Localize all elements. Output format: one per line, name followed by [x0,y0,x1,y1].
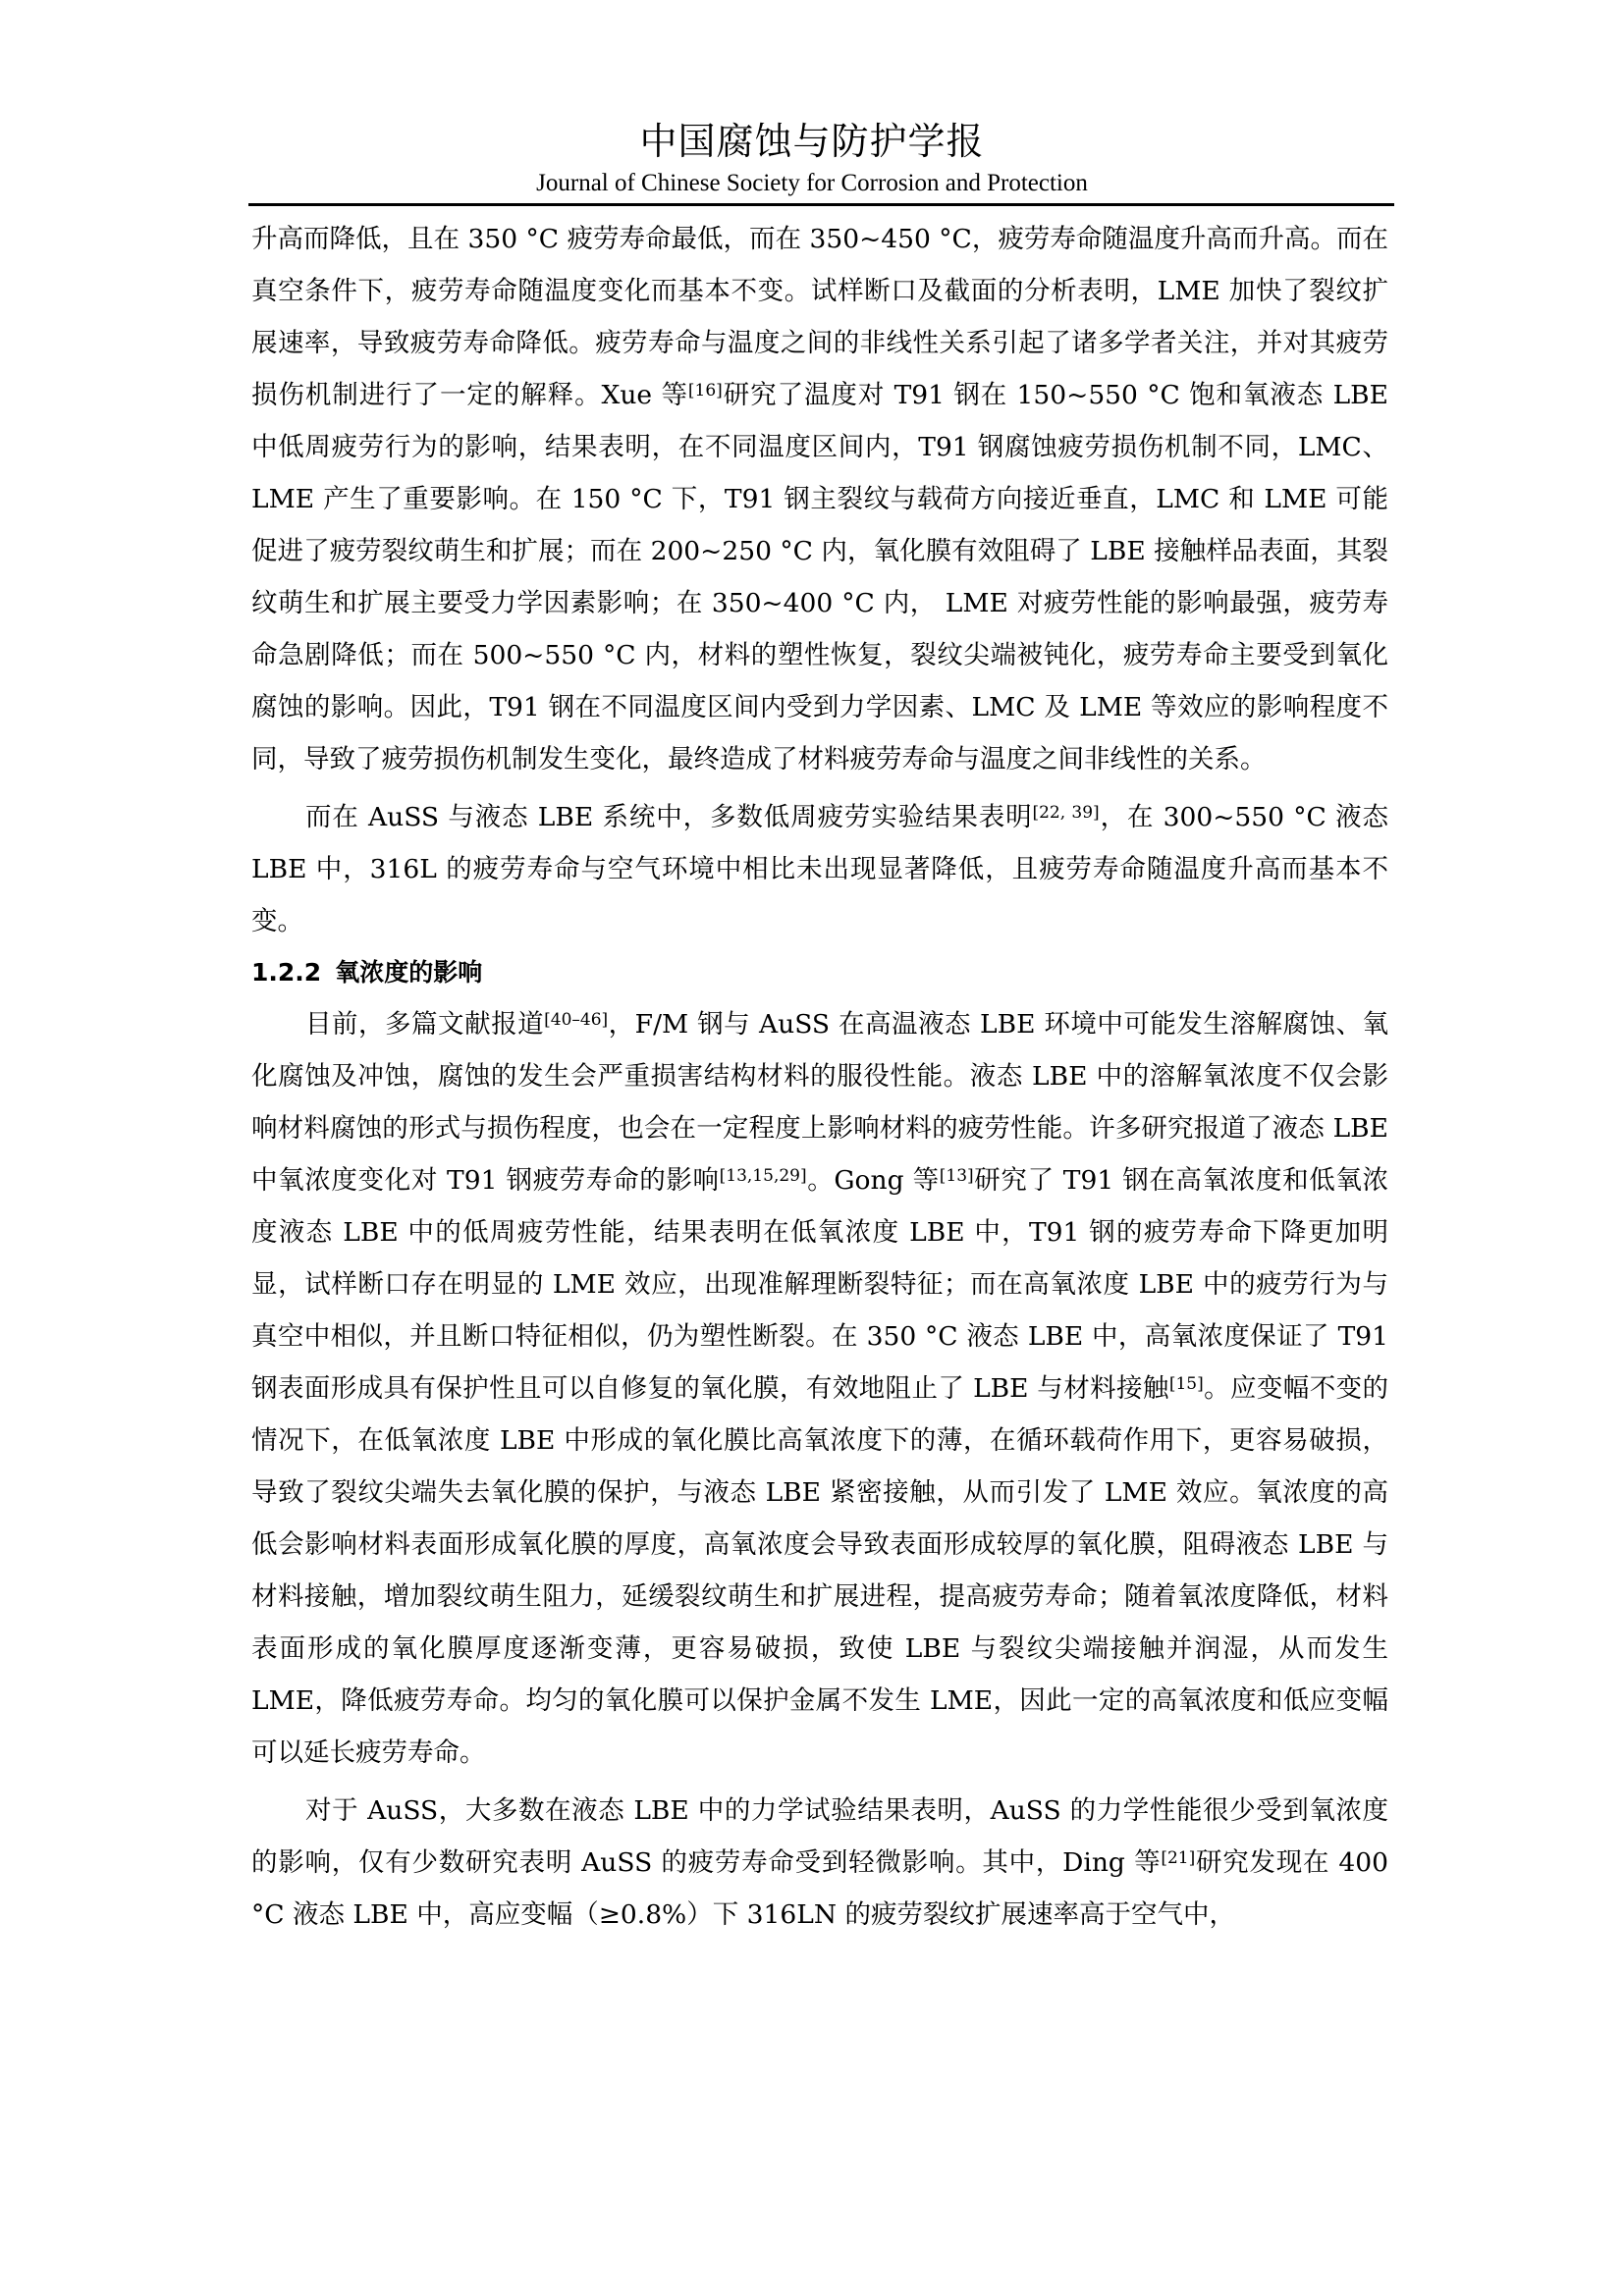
paragraph-3-text: 目前，多篇文献报道 [305,1009,545,1040]
paragraph-3-text-continued: 。Gong 等 [806,1165,940,1196]
paragraph-3-text-continued: 。应变幅不变的情况下，在低氧浓度 LBE 中形成的氧化膜比高氧浓度下的薄，在循环载荷作用下，更容易破损，导致了裂纹尖端失去氧化膜的保护，与液态 LBE 紧密接触，从而引发了 LME 效应。氧浓度的高低会影响材料表面形成氧化膜的厚度，高氧浓度会导致表面形成较厚的氧化膜，阻碍液态 LBE 与材料接触，增加裂纹萌生阻力，延缓裂纹萌生和扩展进程，提高疲劳寿命；随着氧浓度降低，材料表面形成的氧化膜厚度逐渐变薄，更容易破损，致使 LBE 与裂纹尖端接触并润湿，从而发生 LME，降低疲劳寿命。均匀的氧化膜可以保护金属不发生 LME，因此一定的高氧浓度和低应变幅可以延长疲劳寿命。 [251,1373,1389,1768]
page-header [0,116,1624,200]
citation: [40–46] [544,1010,609,1031]
paragraph-1-text: 升高而降低，且在 350 °C 疲劳寿命最低，而在 350~450 °C，疲劳寿命随温度升高而升高。而在真空条件下，疲劳寿命随温度变化而基本不变。试样断口及截面的分析表明，LME 加快了裂纹扩展速率，导致疲劳寿命降低。疲劳寿命与温度之间的非线性关系引起了诸多学者关注，并对其疲劳损伤机制进行了一定的解释。Xue 等 [251,224,1388,410]
paragraph-4-text: 对于 AuSS，大多数在液态 LBE 中的力学试验结果表明，AuSS 的力学性能很少受到氧浓度的影响，仅有少数研究表明 AuSS 的疲劳寿命受到轻微影响。其中，Ding 等 [251,1795,1388,1878]
section-heading [251,947,1388,998]
section-title: 氧浓度的影响 [335,958,483,987]
citation: [16] [687,381,723,401]
journal-title-chinese: 中国腐蚀与防护学报 [639,120,985,163]
citation: [13] [939,1166,974,1187]
paragraph-1 [251,213,1388,785]
citation: [15] [1168,1374,1204,1395]
paragraph-3 [251,998,1388,1779]
header-rule [248,203,1394,206]
paragraph-3-text-continued: ，F/M 钢与 AuSS 在高温液态 LBE 环境中可能发生溶解腐蚀、氧化腐蚀及冲蚀，腐蚀的发生会严重损害结构材料的服役性能。液态 LBE 中的溶解氧浓度不仅会影响材料腐蚀的形式与损伤程度，也会在一定程度上影响材料的疲劳性能。许多研究报道了液态 LBE 中氧浓度变化对 T91 钢疲劳寿命的影响 [251,1009,1389,1196]
citation: [22, 39] [1032,803,1100,824]
paragraph-1-text-continued: 研究了温度对 T91 钢在 150~550 °C 饱和氧液态 LBE 中低周疲劳行为的影响，结果表明，在不同温度区间内，T91 钢腐蚀疲劳损伤机制不同，LMC、LME 产生了重要影响。在 150 °C 下，T91 钢主裂纹与载荷方向接近垂直，LMC 和 LME 可能促进了疲劳裂纹萌生和扩展；而在 200~250 °C 内，氧化膜有效阻碍了 LBE 接触样品表面，其裂纹萌生和扩展主要受力学因素影响；在 350~400 °C 内， LME 对疲劳性能的影响最强，疲劳寿命急剧降低；而在 500~550 °C 内，材料的塑性恢复，裂纹尖端被钝化，疲劳寿命主要受到氧化腐蚀的影响。因此，T91 钢在不同温度区间内受到力学因素、LMC 及 LME 等效应的影响程度不同，导致了疲劳损伤机制发生变化，最终造成了材料疲劳寿命与温度之间非线性的关系。 [251,380,1388,774]
paragraph-3-text-continued: 研究了 T91 钢在高氧浓度和低氧浓度液态 LBE 中的低周疲劳性能，结果表明在低氧浓度 LBE 中，T91 钢的疲劳寿命下降更加明显，试样断口存在明显的 LME 效应，出现准解理断裂特征；而在高氧浓度 LBE 中的疲劳行为与真空中相似，并且断口特征相似，仍为塑性断裂。在 350 °C 液态 LBE 中，高氧浓度保证了 T91 钢表面形成具有保护性且可以自修复的氧化膜，有效地阻止了 LBE 与材料接触 [251,1165,1389,1404]
paragraph-2-text-continued: ，在 300~550 °C 液态 LBE 中，316L 的疲劳寿命与空气环境中相比未出现显著降低，且疲劳寿命随温度升高而基本不变。 [251,802,1388,936]
paragraph-4-text-continued: 研究发现在 400 °C 液态 LBE 中，高应变幅（≥0.8%）下 316LN 的疲劳裂纹扩展速率高于空气中， [251,1847,1388,1930]
paragraph-4 [251,1785,1388,1941]
section-number: 1.2.2 [251,958,322,987]
citation: [21] [1161,1848,1196,1869]
journal-title-english: Journal of Chinese Society for Corrosion and Protection [536,170,1088,196]
article-body [251,213,1388,1941]
citation: [13,15,29] [719,1166,807,1187]
paragraph-2-text: 而在 AuSS 与液态 LBE 系统中，多数低周疲劳实验结果表明 [305,802,1033,832]
paragraph-2 [251,791,1388,947]
